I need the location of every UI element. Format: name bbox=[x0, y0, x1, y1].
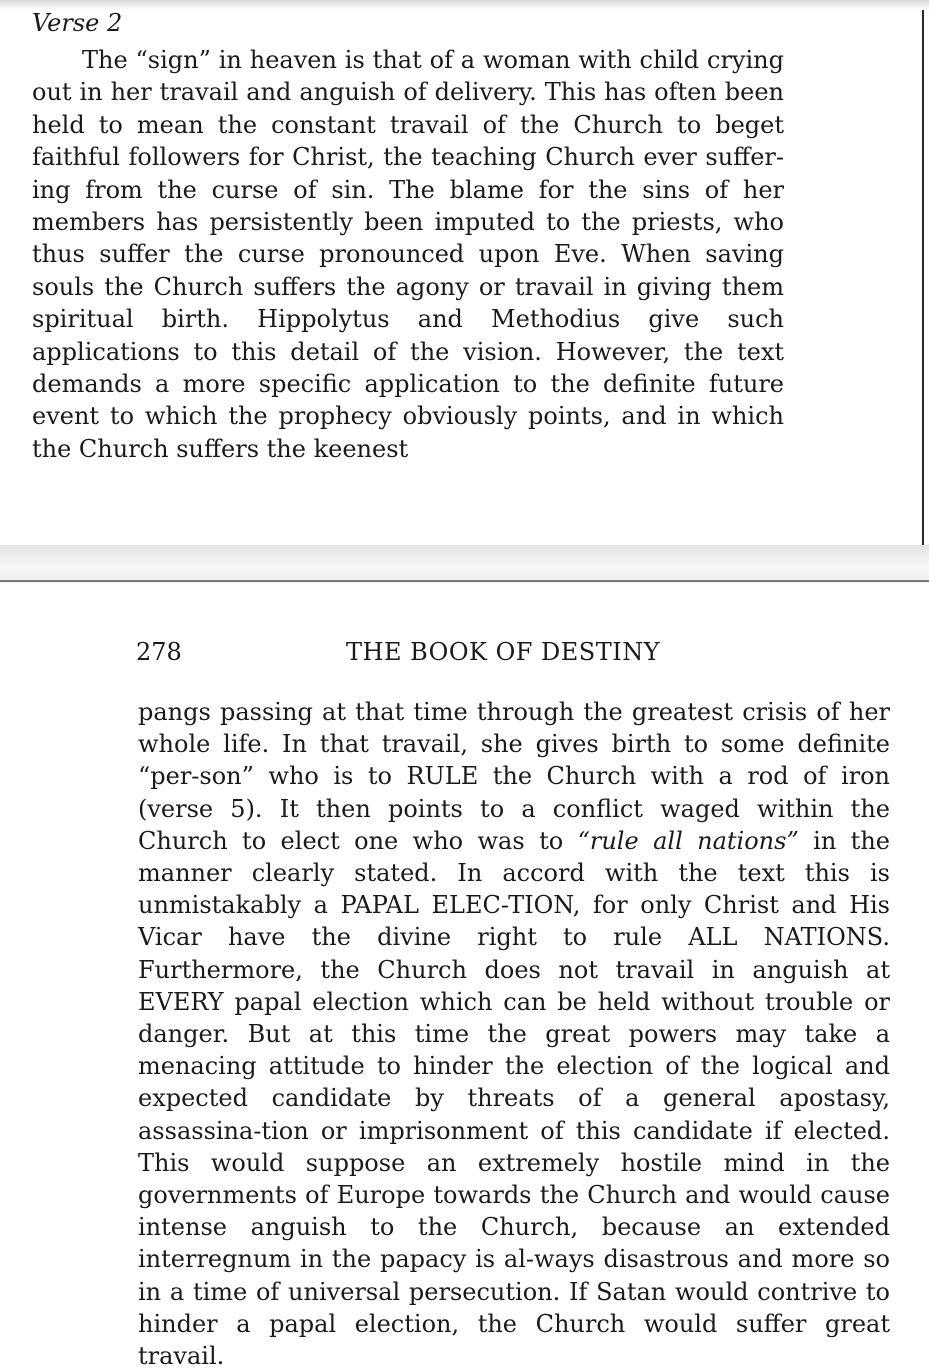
page-gap bbox=[0, 545, 929, 583]
paragraph-text-part1: pangs passing at that time through the greatest crisis of her whole life. In that travail, she gives birth to some definite “per-son” who is to RULE the Church with a rod of iron (verse 5). It then points to a conflict waged within the Church to elect one who was to bbox=[138, 698, 890, 855]
top-page-paragraph: The “sign” in heaven is that of a woman with child crying out in her travail and anguish of delivery. This has often been held to mean the constant travail of the Church to beget faithful followers for Christ, the teaching Church ever suffer-ing from the curse of sin. The blame for the sins of her members has persistently been imputed to the priests, who thus suffer the curse pronounced upon Eve. When saving souls the Church suffers the agony or travail in giving them spiritual birth. Hippolytus and Methodius give such applications to this detail of the vision. However, the text demands a more specific application to the definite future event to which the prophecy obviously points, and in which the Church suffers the keenest bbox=[32, 46, 784, 463]
bottom-page-paragraph bbox=[138, 696, 890, 1372]
book-title: THE BOOK OF DESTINY bbox=[346, 638, 661, 666]
verse-heading: Verse 2 bbox=[32, 9, 123, 37]
page-number: 278 bbox=[136, 638, 182, 666]
top-page-shadow bbox=[0, 0, 929, 10]
top-page bbox=[0, 0, 924, 545]
page-divider bbox=[0, 580, 929, 582]
paragraph-text-part2: in the manner clearly stated. In accord with the text this is unmistakably a PAPAL ELEC-TION, for only Christ and His Vicar have the divine right to rule ALL NATIONS. Furthermore, the Church does not travail in anguish at EVERY papal election which can be held without trouble or danger. But at this time the great powers may take a menacing attitude to hinder the election of the logical and expected candidate by threats of a general apostasy, assassina-tion or imprisonment of this candidate if elected. This would suppose an extremely hostile mind in the governments of Europe towards the Church and would cause intense anguish to the Church, because an extended interregnum in the papacy is al-ways disastrous and more so in a time of universal persecution. If Satan would contrive to hinder a papal election, the Church would suffer great travail. bbox=[138, 826, 890, 1371]
running-head bbox=[136, 636, 891, 668]
paragraph-italic-quote: “rule all nations” bbox=[577, 826, 799, 855]
